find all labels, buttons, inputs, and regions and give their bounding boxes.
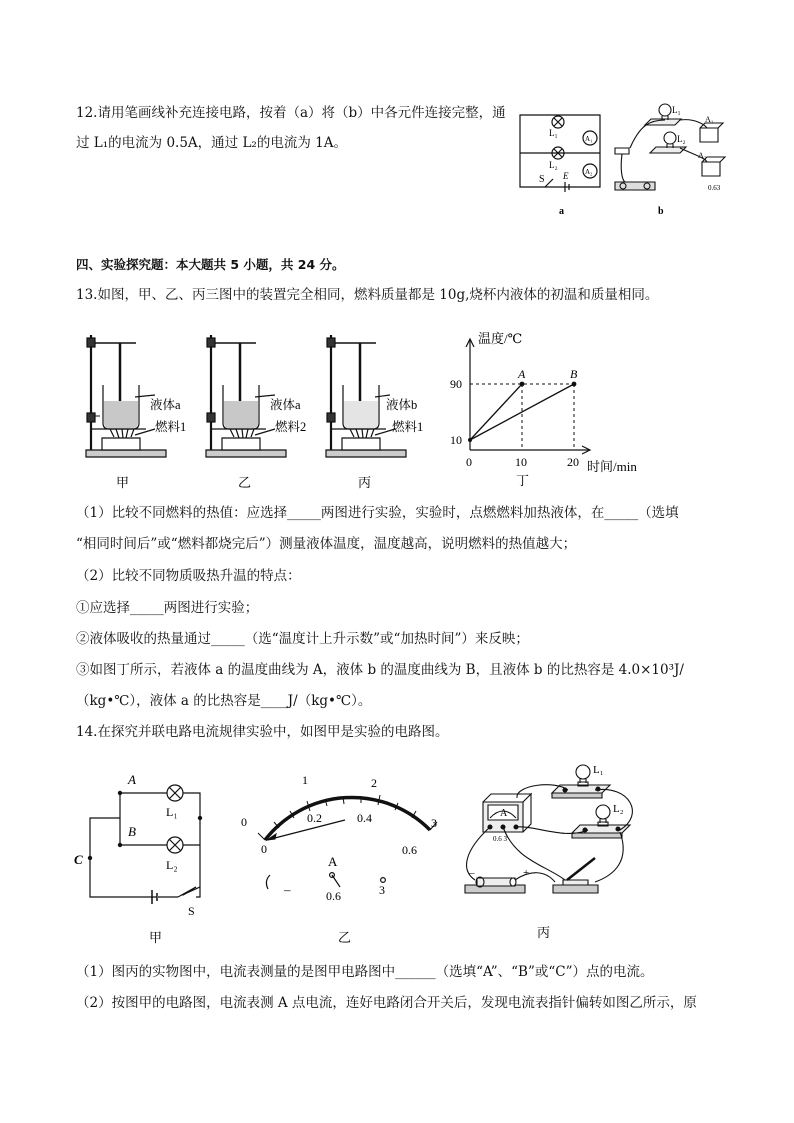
chart-series-label-A: A (518, 367, 526, 381)
jia-label-c: C (74, 852, 83, 867)
dial-terminal-minus: – (284, 882, 291, 897)
section4-heading: 四、实验探究题：本大题共 5 小题，共 24 分。 (76, 257, 345, 272)
q12b-caption: b (658, 206, 664, 217)
q13-p2-1: ①应选择_____两图进行实验； (76, 600, 259, 616)
jia-label-a: A (128, 772, 136, 787)
q12-line1: 12.请用笔画线补充连接电路，按着（a）将（b）中各元件连接完整，通 (76, 105, 506, 121)
q14-p2: （2）按图甲的电路图，电流表测 A 点电流，连好电路闭合开关后，发现电流表指针偏转如图乙所示，原 (76, 995, 697, 1011)
dial-terminal-3: 3 (379, 883, 385, 897)
q13-jia-fuel: 燃料1 (155, 420, 187, 434)
yi-caption: 乙 (338, 930, 352, 945)
bing-caption: 丙 (537, 925, 551, 940)
jia-label-l1: L₁ (166, 805, 178, 819)
q13-yi-fuel: 燃料2 (275, 420, 307, 434)
chart-point-B (572, 382, 577, 387)
q13-yi-liquid: 液体a (270, 398, 301, 412)
q14-circuit-diagram-jia (70, 770, 240, 950)
q13-p2-2: ②液体吸收的热量通过_____（选“温度计上升示数”或“加热时间”）来反映； (76, 631, 529, 647)
chart-x-tick-20: 20 (567, 455, 579, 469)
terminal-minus (266, 875, 270, 889)
q13-apparatus-jia (80, 325, 200, 495)
chart-x-tick-0: 0 (466, 455, 472, 469)
jia-label-s: S (188, 904, 195, 918)
bing-label-l1: L₁ (593, 764, 604, 776)
dial-inner-0-6: 0.6 (402, 843, 417, 857)
dial-outer-3: 3 (431, 816, 437, 830)
q13-apparatus-yi (200, 325, 320, 495)
dial-inner-0-4: 0.4 (357, 811, 372, 825)
chart-caption: 丁 (516, 473, 530, 488)
q13-bing-liquid: 液体b (386, 398, 418, 412)
q13-apparatus-bing (320, 325, 440, 495)
q13-yi-caption: 乙 (238, 475, 252, 490)
q14-p1: （1）图丙的实物图中，电流表测量的是图甲电路图中______（选填“A”、“B”或“C”）点的电流。 (76, 964, 654, 980)
dial-unit: A (328, 854, 338, 869)
jia-label-b: B (128, 824, 136, 839)
dial-outer-0: 0 (241, 815, 247, 829)
q12a-label-a2: A₂ (585, 168, 593, 176)
dial-outer-2: 2 (371, 776, 377, 790)
jia-label-l2: L₂ (166, 858, 178, 872)
jia-caption: 甲 (149, 930, 163, 945)
q13-jia-caption: 甲 (116, 475, 130, 490)
bing-meter-symbol: A (500, 808, 508, 819)
q12a-label-l2: L₂ (549, 160, 558, 170)
q12a-label-l1: L₁ (549, 128, 558, 138)
chart-point-A (520, 382, 525, 387)
q12b-label-l2: L₂ (677, 134, 686, 144)
chart-series-line-A (470, 384, 522, 440)
dial-outer-1: 1 (302, 773, 308, 787)
chart-start-point (468, 438, 472, 442)
q12a-label-a1: A₁ (585, 135, 593, 143)
bing-label-l2: L₂ (613, 803, 624, 815)
chart-ylabel: 温度/℃ (478, 331, 523, 346)
chart-xlabel: 时间/min (587, 459, 637, 474)
chart-y-tick-10: 10 (450, 433, 462, 447)
q14-ammeter-dial-yi (240, 770, 450, 950)
chart-series-label-B: B (570, 367, 578, 381)
q12b-label-a1: A₁ (705, 115, 714, 124)
q13-bing-caption: 丙 (358, 475, 372, 490)
q13-p1-line2: “相同时间后”或“燃料都烧完后”）测量液体温度，温度越高，说明燃料的热值越大； (76, 536, 577, 552)
dial-terminal-0-6: 0.6 (326, 889, 341, 903)
bing-meter-scale: 0.6 3 (493, 835, 507, 843)
q12b-label-scale: 0.63 (708, 184, 721, 192)
q14-stem: 14.在探究并联电路电流规律实验中，如图甲是实验的电路图。 (76, 724, 449, 740)
chart-y-tick-90: 90 (450, 377, 462, 391)
dial-inner-0: 0 (261, 842, 267, 856)
q13-jia-liquid: 液体a (150, 398, 181, 412)
terminal-3 (381, 878, 386, 883)
q12b-label-a2: A₂ (698, 151, 707, 160)
q13-temperature-chart (440, 325, 680, 495)
q12a-label-s: S (539, 174, 545, 185)
q13-p2: （2）比较不同物质吸热升温的特点： (76, 568, 301, 584)
q12-figure-a-circuit (515, 105, 615, 215)
bing-battery-minus: – (469, 867, 475, 879)
q12a-caption: a (559, 206, 564, 217)
dial-inner-0-2: 0.2 (307, 811, 322, 825)
q12a-label-e: E (563, 171, 569, 181)
chart-x-tick-10: 10 (515, 455, 527, 469)
q13-p1-line1: （1）比较不同燃料的热值：应选择_____两图进行实验，实验时，点燃燃料加热液体，在_____（选填 (76, 505, 679, 521)
q12-line2: 过 L₁的电流为 0.5A，通过 L₂的电流为 1A。 (76, 135, 347, 151)
bing-battery-plus: + (523, 867, 530, 879)
q12-figure-b-real-circuit (610, 100, 730, 215)
q12b-label-l1: L₁ (672, 105, 681, 115)
q13-p2-3-line1: ③如图丁所示，若液体 a 的温度曲线为 A，液体 b 的温度曲线为 B，且液体 b 的比热容是 4.0×10³J/ (76, 662, 684, 678)
q13-bing-fuel: 燃料1 (392, 420, 424, 434)
q13-stem: 13.如图，甲、乙、丙三图中的装置完全相同，燃料质量都是 10g,烧杯内液体的初温和质量相同。 (76, 287, 659, 303)
q14-real-circuit-bing (455, 760, 655, 945)
q13-p2-3-line2: （kg•℃），液体 a 的比热容是____J/（kg•℃）。 (76, 693, 372, 709)
